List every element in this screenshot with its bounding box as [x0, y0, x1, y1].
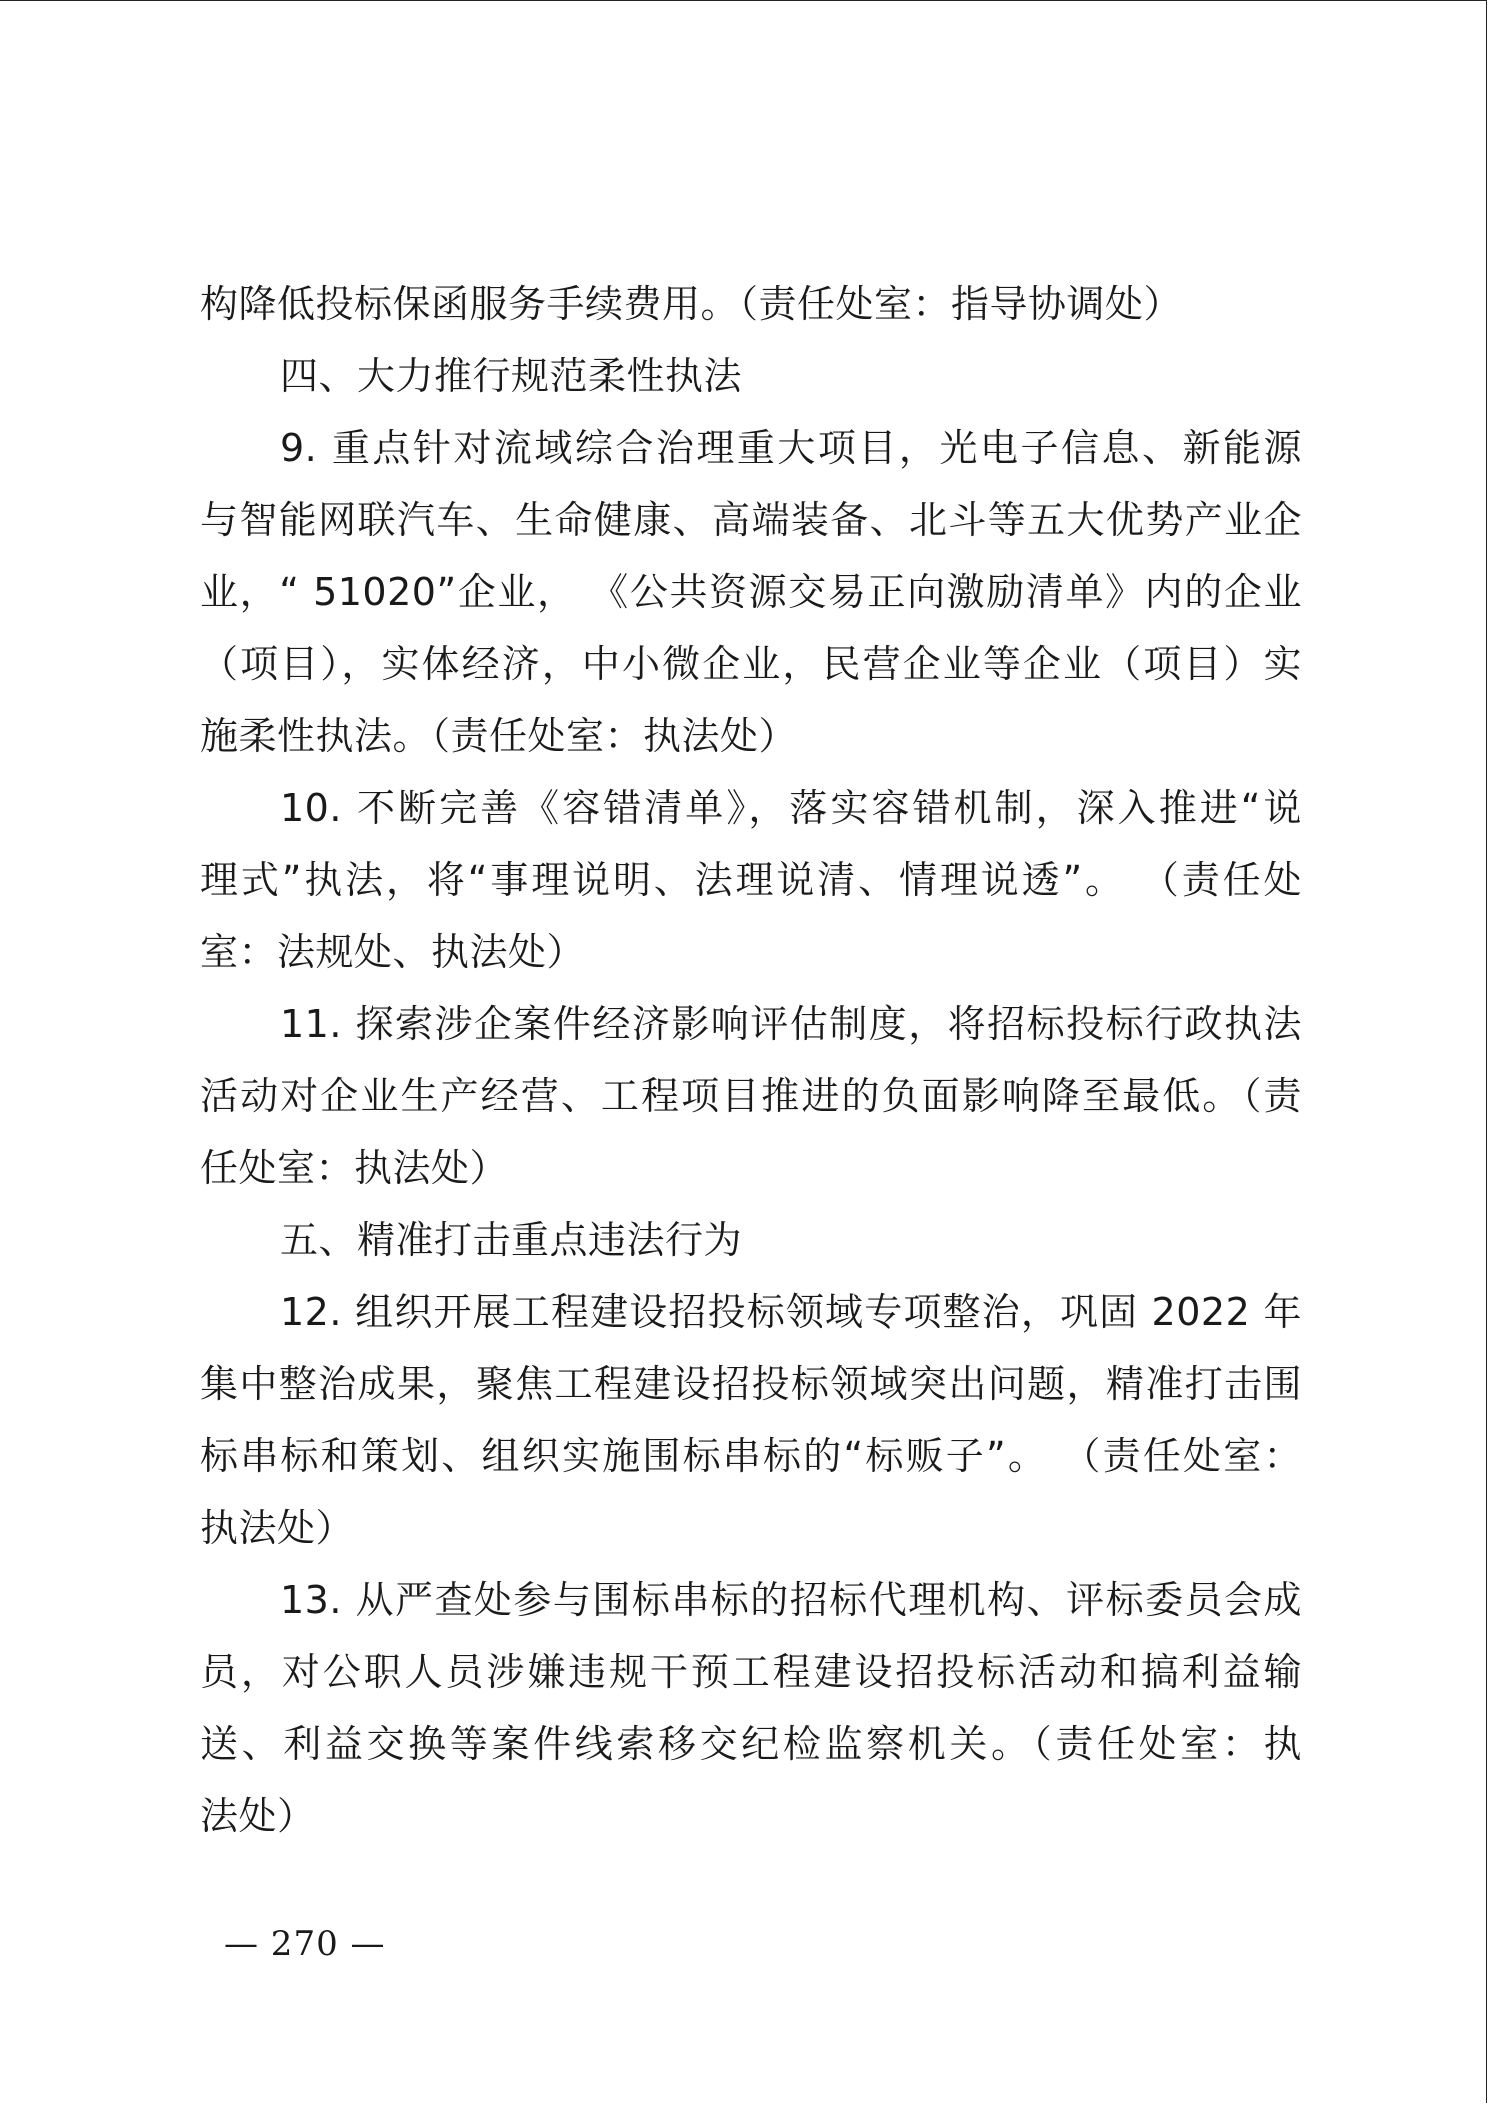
- text-line: 业，“ 51020”企业， 《公共资源交易正向激励清单》内的企业: [200, 570, 1302, 614]
- text-line: 室：法规处、执法处）: [200, 930, 586, 974]
- text-line: 构降低投标保函服务手续费用。（责任处室：指导协调处）: [200, 282, 1183, 326]
- text-line: 施柔性执法。（责任处室：执法处）: [200, 714, 798, 758]
- text-line: 与智能网联汽车、生命健康、高端装备、北斗等五大优势产业企: [200, 498, 1302, 542]
- text-line: 集中整治成果，聚焦工程建设招投标领域突出问题，精准打击围: [200, 1362, 1302, 1406]
- text-line: 11. 探索涉企案件经济影响评估制度，将招标投标行政执法: [280, 1002, 1302, 1046]
- text-line: 理式”执法，将“事理说明、法理说清、情理说透”。 （责任处: [200, 858, 1302, 902]
- text-line: 12. 组织开展工程建设招投标领域专项整治，巩固 2022 年: [280, 1290, 1302, 1334]
- text-line: 执法处）: [200, 1506, 355, 1550]
- text-line: 10. 不断完善《容错清单》，落实容错机制，深入推进“说: [280, 786, 1302, 830]
- text-line: 活动对企业生产经营、工程项目推进的负面影响降至最低。（责: [200, 1074, 1302, 1118]
- section-heading: 四、大力推行规范柔性执法: [280, 354, 743, 398]
- text-line: 9. 重点针对流域综合治理重大项目，光电子信息、新能源: [280, 426, 1302, 470]
- text-line: 13. 从严查处参与围标串标的招标代理机构、评标委员会成: [280, 1578, 1302, 1622]
- text-line: 任处室：执法处）: [200, 1146, 509, 1190]
- text-line: 法处）: [200, 1794, 316, 1838]
- text-line: （项目），实体经济，中小微企业，民营企业等企业（项目）实: [200, 642, 1302, 686]
- text-line: 送、利益交换等案件线索移交纪检监察机关。（责任处室：执: [200, 1722, 1302, 1766]
- text-line: 标串标和策划、组织实施围标串标的“标贩子”。 （责任处室：: [200, 1434, 1302, 1478]
- document-body: [200, 268, 1302, 1852]
- text-line: 员，对公职人员涉嫌违规干预工程建设招投标活动和搞利益输: [200, 1650, 1302, 1694]
- section-heading: 五、精准打击重点违法行为: [280, 1218, 743, 1262]
- page-number: — 270 —: [224, 1924, 386, 1964]
